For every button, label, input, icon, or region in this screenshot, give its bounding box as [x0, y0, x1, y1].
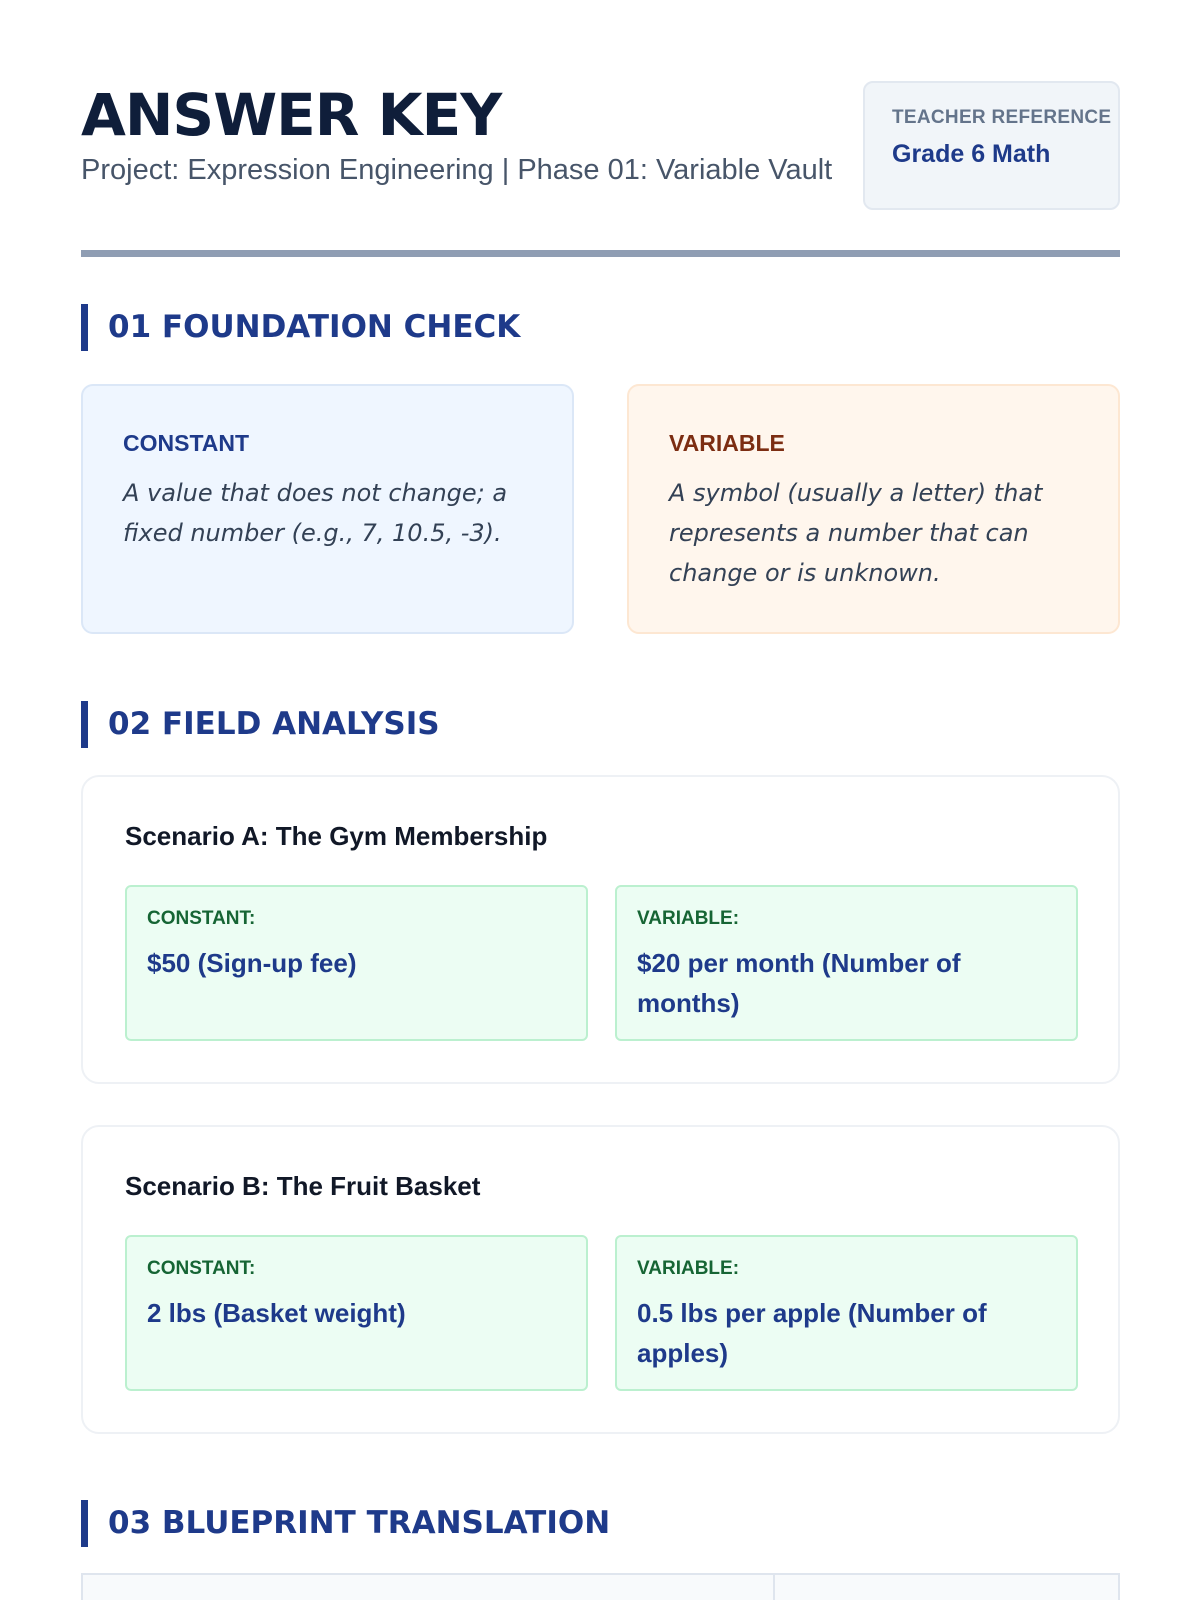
variable-answer-label: VARIABLE: [637, 1258, 740, 1279]
section-heading-field-analysis: 02 FIELD ANALYSIS [81, 701, 440, 748]
variable-definition: A symbol (usually a letter) that represents a number that can change or is unknown. [669, 479, 1043, 587]
table-column-divider [773, 1575, 775, 1600]
constant-answer-box [125, 885, 588, 1041]
constant-answer-label: CONSTANT: [147, 1258, 256, 1279]
constant-answer-label: CONSTANT: [147, 908, 256, 929]
variable-answer-box [615, 885, 1078, 1041]
constant-term: CONSTANT [123, 430, 250, 456]
variable-definition-card [627, 384, 1120, 634]
page-header [81, 0, 1120, 258]
constant-answer-box [125, 1235, 588, 1391]
variable-answer-value: $20 per month (Number of months) [637, 948, 961, 1018]
variable-term: VARIABLE [669, 430, 785, 456]
scenario-card-a [81, 775, 1120, 1084]
grade-level: Grade 6 Math [892, 140, 1051, 168]
section-heading-foundation-check: 01 FOUNDATION CHECK [81, 304, 520, 351]
scenario-card-b [81, 1125, 1120, 1434]
header-divider [81, 250, 1120, 257]
variable-answer-value: 0.5 lbs per apple (Number of apples) [637, 1298, 987, 1368]
answer-key-page [81, 0, 1120, 1541]
teacher-reference-label: TEACHER REFERENCE [892, 107, 1112, 128]
teacher-reference-badge [863, 81, 1120, 210]
constant-answer-value: $50 (Sign-up fee) [147, 948, 357, 978]
scenario-title: Scenario A: The Gym Membership [125, 821, 548, 851]
constant-definition: A value that does not change; a fixed number (e.g., 7, 10.5, -3). [123, 479, 508, 547]
section-heading-blueprint-translation: 03 BLUEPRINT TRANSLATION [81, 1500, 610, 1547]
page-subtitle: Project: Expression Engineering | Phase 01: Variable Vault [81, 154, 833, 186]
blueprint-table [81, 1573, 1120, 1600]
variable-answer-box [615, 1235, 1078, 1391]
scenario-title: Scenario B: The Fruit Basket [125, 1171, 481, 1201]
constant-answer-value: 2 lbs (Basket weight) [147, 1298, 406, 1328]
constant-definition-card [81, 384, 574, 634]
variable-answer-label: VARIABLE: [637, 908, 740, 929]
page-title: ANSWER KEY [81, 81, 502, 149]
